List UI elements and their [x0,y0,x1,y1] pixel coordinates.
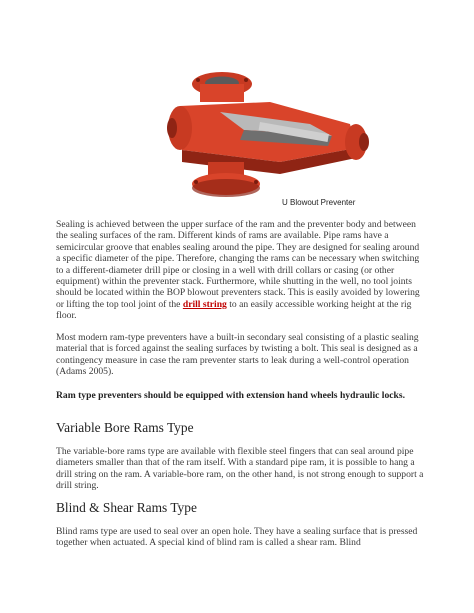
bolt [194,180,198,184]
paragraph-secondary-seal: Most modern ram-type preventers have a built-in secondary seal consisting of a plastic sealing material that is forced against the sealing surfaces by twisting a bolt. This seal is designed as a contingency measure in case the ram preventer starts to leak during a well-control operation (Adams 2005). [56,332,419,378]
paragraph-blind-shear: Blind rams type are used to seal over an open hole. They have a sealing surface that is pressed together when actuated. A special kind of blind ram is called a shear ram. Blind [56,526,418,549]
paragraph-text: to an easily accessible working height at the rig floor. [56,298,412,322]
section-heading-blind-shear: Blind & Shear Rams Type [56,500,197,515]
left-bonnet-cap [167,118,177,138]
bottom-flange-shadow [192,179,260,197]
paragraph-variable-bore: The variable-bore rams type are available with flexible steel fingers that can seal around pipe diameters smaller than that of the ram itself. With a standard pipe ram, it is possible to hang a drill string on the ram. A variable-bore ram, on the other hand, is not strong enough to support a drill string. [56,446,424,492]
bold-note: Ram type preventers should be equipped with extension hand wheels hydraulic locks. [56,390,405,401]
paragraph-sealing [56,219,424,322]
blowout-preventer-illustration [160,66,372,212]
bolt [254,180,258,184]
section-heading-variable-bore: Variable Bore Rams Type [56,420,194,435]
drill-string-link[interactable]: drill string [182,298,227,310]
bolt [196,78,200,82]
bolt [244,78,248,82]
figure-caption: U Blowout Preventer [282,198,356,207]
upper-body [200,84,244,102]
right-bonnet-cap [359,133,369,151]
paragraph-text: Sealing is achieved between the upper surface of the ram and the preventer body and between the sealing surfaces of the ram. Different kinds of rams are available. Pipe rams have a semicircular groove that enables sealing around the pipe. They are designed for sealing around a specific diameter of the pipe. Therefore, changing the rams can be necessary when switching to a different-diameter drill pipe or closing in a well with drill collars or casing (or other equipment) within the preventer stack. Furthermore, while shutting in the well, no tool joints should be located within the BOP blowout preventers stack. This is easily avoided by lowering or lifting the top tool joint of the [56,219,420,310]
